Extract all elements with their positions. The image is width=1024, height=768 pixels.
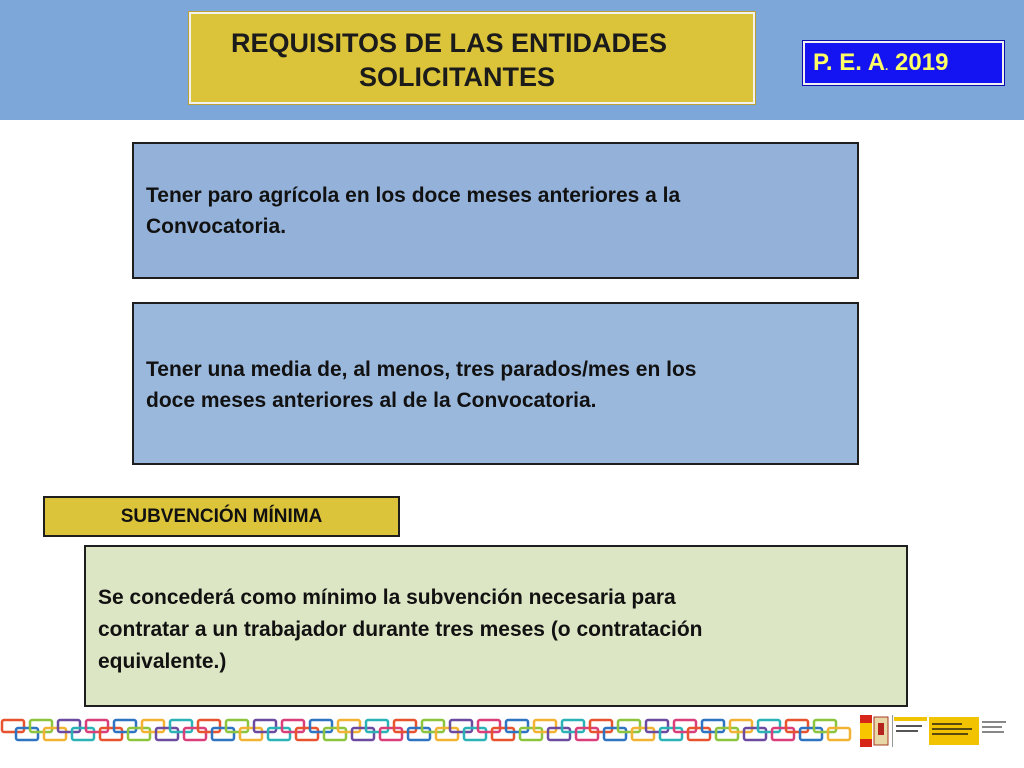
chain-link (310, 720, 332, 732)
subsidy-box (84, 545, 908, 707)
chain-link (506, 720, 528, 732)
chain-link (366, 720, 388, 732)
chain-link (702, 720, 724, 732)
requirement-1-line-1: Tener paro agrícola en los doce meses anteriores a la (146, 184, 681, 207)
chain-link (170, 720, 192, 732)
chain-link (450, 720, 472, 732)
chain-link (464, 728, 486, 740)
chain-link (296, 728, 318, 740)
chain-link (72, 728, 94, 740)
chain-link (800, 728, 822, 740)
chain-link (100, 728, 122, 740)
chain-link (604, 728, 626, 740)
chain-link (758, 720, 780, 732)
requirement-2-line-1: Tener una media de, al menos, tres parados/mes en los (146, 358, 697, 381)
chain-link (240, 728, 262, 740)
chain-link (520, 728, 542, 740)
chain-link (282, 720, 304, 732)
chain-link (534, 720, 556, 732)
chain-link (2, 720, 24, 732)
badge-main: P. E. A (813, 49, 886, 76)
ministry-logo (858, 713, 1008, 749)
chain-link (128, 728, 150, 740)
chain-link (716, 728, 738, 740)
chain-link (352, 728, 374, 740)
requirement-1-line-2: Convocatoria. (146, 215, 287, 238)
chain-link (114, 720, 136, 732)
badge-dot: . (885, 59, 889, 73)
chain-link (16, 728, 38, 740)
chain-link (492, 728, 514, 740)
chain-link (660, 728, 682, 740)
requirement-box-2 (132, 302, 859, 465)
chain-link (226, 720, 248, 732)
chain-link (212, 728, 234, 740)
title-line-1: REQUISITOS DE LAS ENTIDADES (231, 28, 668, 58)
requirement-2-line-2: doce meses anteriores al de la Convocatoria. (146, 389, 597, 412)
decorative-chain-strip (0, 714, 855, 748)
chain-link (380, 728, 402, 740)
chain-link (184, 728, 206, 740)
badge-year: 2019 (888, 49, 949, 76)
chain-link (562, 720, 584, 732)
chain-link (338, 720, 360, 732)
chain-link (394, 720, 416, 732)
chain-link (632, 728, 654, 740)
chain-link (674, 720, 696, 732)
subsidy-label: SUBVENCIÓN MÍNIMA (43, 496, 400, 537)
chain-link (646, 720, 668, 732)
chain-link (268, 728, 290, 740)
chain-link (30, 720, 52, 732)
chain-link (590, 720, 612, 732)
chain-link (786, 720, 808, 732)
requirement-box-1 (132, 142, 859, 279)
chain-link (422, 720, 444, 732)
subsidy-line-1: Se concederá como mínimo la subvención necesaria para (98, 586, 676, 609)
subsidy-line-2: contratar a un trabajador durante tres meses (o contratación (98, 618, 703, 641)
chain-link (828, 728, 850, 740)
chain-link (436, 728, 458, 740)
chain-link (688, 728, 710, 740)
subsidy-line-3: equivalente.) (98, 650, 227, 673)
chain-link (254, 720, 276, 732)
chain-link (814, 720, 836, 732)
slide-title (189, 12, 755, 104)
chain-link (408, 728, 430, 740)
chain-link (478, 720, 500, 732)
chain-link (44, 728, 66, 740)
chain-link (58, 720, 80, 732)
chain-link (548, 728, 570, 740)
chain-link (730, 720, 752, 732)
chain-link (324, 728, 346, 740)
chain-link (576, 728, 598, 740)
chain-link (744, 728, 766, 740)
chain-link (618, 720, 640, 732)
chain-link (86, 720, 108, 732)
chain-link (772, 728, 794, 740)
chain-link (142, 720, 164, 732)
chain-link (156, 728, 178, 740)
program-badge (803, 41, 1004, 85)
title-line-2: SOLICITANTES (359, 62, 556, 92)
chain-link (198, 720, 220, 732)
